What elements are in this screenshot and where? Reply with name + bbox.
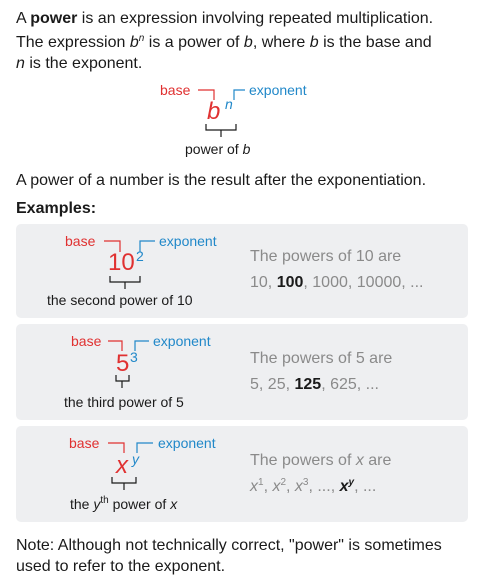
definition-text: A power of a number is the result after the exponentiation. [16,172,427,189]
example-2-connectors [16,324,17,325]
diagram-caption: power of b [185,141,251,157]
example-2-desc: The powers of 5 are [250,350,393,367]
example-1-base: 10 [108,249,135,276]
diagram-base: b [207,98,221,125]
example-2-base: 5 [116,350,130,377]
example-2-exponent: 3 [130,349,138,365]
intro-line-2: The expression $b^n$ is a power of b, where b is the base and [16,33,432,51]
example-card-1 [16,224,468,318]
example-1-caption: the second power of 10 [47,292,193,308]
base-label: base [69,435,100,451]
example-3-desc: The powers of x are [250,452,392,469]
exponent-label: exponent [158,435,216,451]
example-3-sequence: $x^1$, $x^2$, $x^3$, ..., $x^y$, ... [250,477,377,495]
example-1-desc: The powers of 10 are [250,248,402,265]
power-term: power [30,10,78,27]
note-line-1: Note: Although not technically correct, "power" is sometimes [16,537,442,554]
example-3-connectors [16,426,17,427]
diagram-exponent: n [225,96,233,112]
example-2-sequence: 5, 25, 125, 625, ... [250,376,379,393]
note-line-2: used to refer to the exponent. [16,558,226,575]
example-3-base: x [116,452,128,479]
intro-line-1: A power is an expression involving repeated multiplication. [16,10,434,27]
exponent-label: exponent [159,233,217,249]
base-label: base [71,333,102,349]
base-label: base [65,233,96,249]
example-1-exponent: 2 [136,248,144,264]
intro-line-3: n is the exponent. [16,55,143,72]
examples-heading: Examples: [16,200,97,217]
exponent-label: exponent [249,82,307,98]
exponent-label: exponent [153,333,211,349]
example-3-caption: the $y^{th}$ power of x [70,495,178,512]
example-1-connectors [16,224,17,225]
diagram-connectors [0,0,1,1]
example-3-exponent: y [132,451,139,467]
example-1-sequence: 10, 100, 1000, 10000, ... [250,274,424,291]
example-2-caption: the third power of 5 [64,394,184,410]
base-label: base [160,82,191,98]
example-card-3 [16,426,468,522]
example-card-2 [16,324,468,420]
